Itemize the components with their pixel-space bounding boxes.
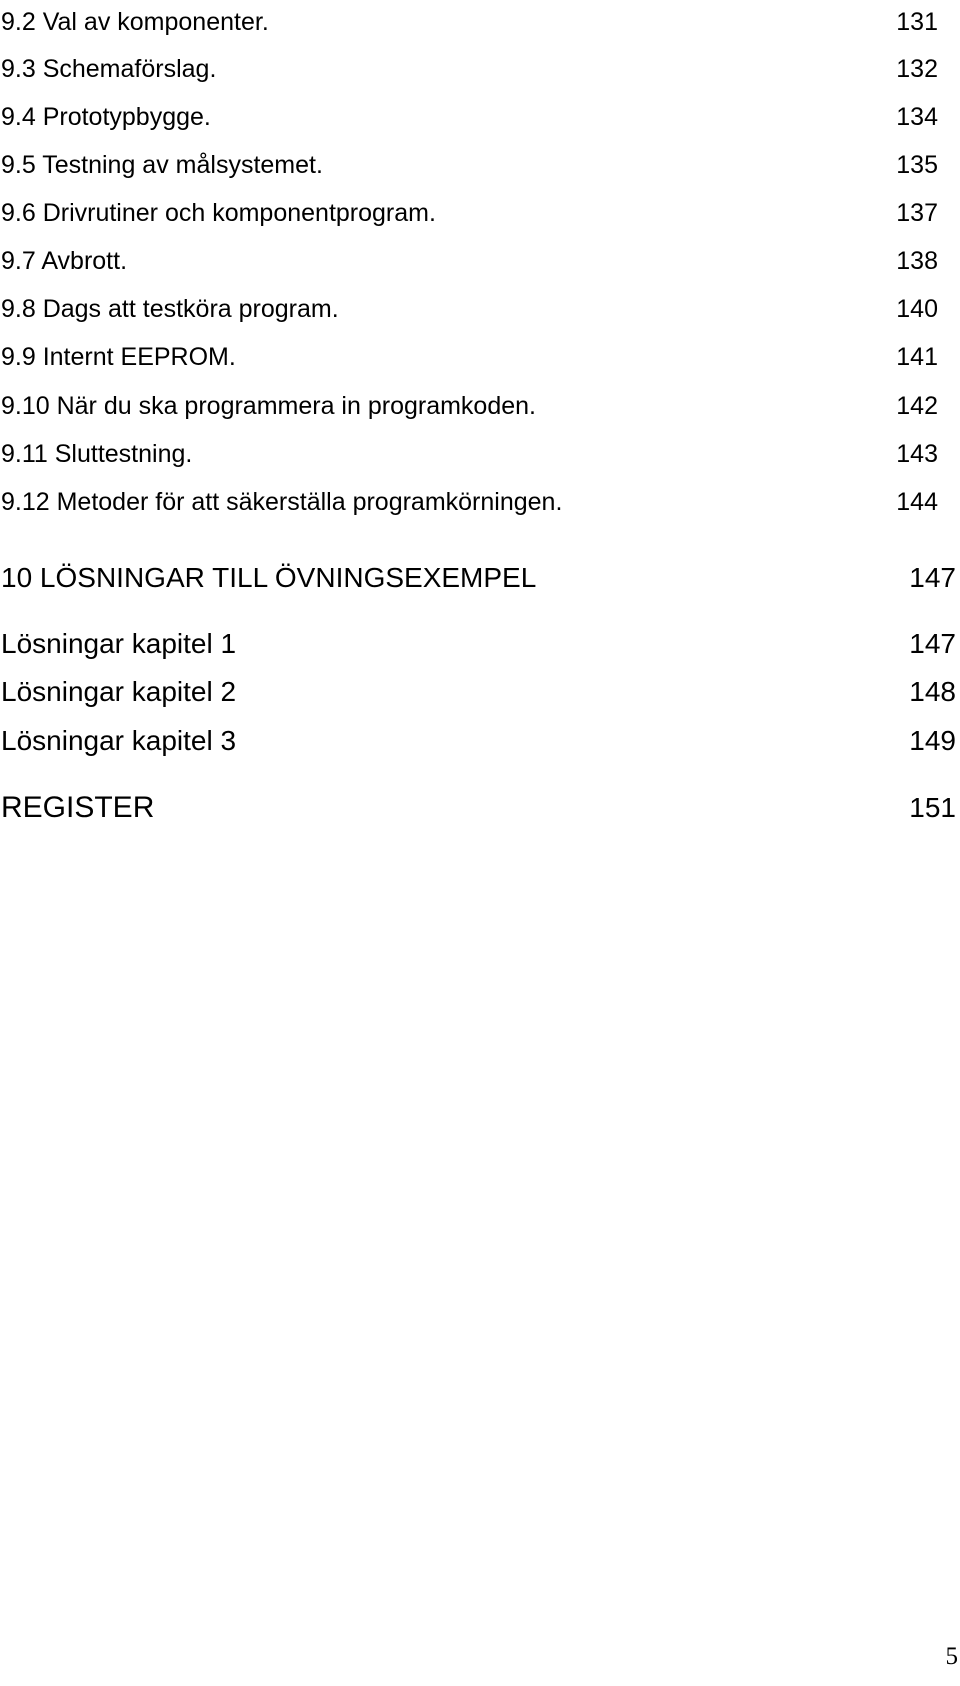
toc-entry-title: Lösningar kapitel 2: [1, 676, 237, 707]
toc-entry-page: 138: [896, 247, 938, 275]
toc-entry-page: 142: [896, 392, 938, 420]
toc-entry-page: 132: [896, 55, 938, 83]
page-number: 5: [945, 1643, 958, 1670]
toc-entry-page: 141: [896, 343, 938, 371]
toc-register-entry: [0, 790, 960, 830]
toc-register-page: 151: [909, 792, 956, 823]
toc-entry: [0, 486, 960, 526]
toc-entry-page: 148: [909, 676, 956, 707]
toc-entry: [0, 390, 960, 430]
toc-entry-title: 9.5 Testning av målsystemet.: [1, 151, 323, 179]
toc-entry-page: 131: [896, 8, 938, 36]
toc-entry-title: 9.7 Avbrott.: [1, 247, 128, 275]
toc-entry-title: 9.10 När du ska programmera in programkoden.: [1, 392, 536, 420]
toc-entry: [0, 6, 960, 46]
toc-entry: [0, 293, 960, 333]
toc-entry: [0, 53, 960, 93]
toc-entry-title: 9.12 Metoder för att säkerställa programkörningen.: [1, 488, 563, 516]
toc-entry: [0, 245, 960, 285]
toc-entry-page: 137: [896, 199, 938, 227]
toc-entry: [0, 341, 960, 381]
toc-entry-title: Lösningar kapitel 1: [1, 628, 237, 659]
toc-chapter-title: 10 LÖSNINGAR TILL ÖVNINGSEXEMPEL: [1, 562, 537, 593]
toc-entry: [0, 675, 960, 715]
toc-entry-title: 9.9 Internt EEPROM.: [1, 343, 236, 371]
toc-entry: [0, 438, 960, 478]
toc-entry: [0, 724, 960, 764]
toc-entry: [0, 627, 960, 667]
toc-entry-title: 9.8 Dags att testköra program.: [1, 295, 339, 323]
toc-entry-title: 9.2 Val av komponenter.: [1, 8, 269, 36]
toc-entry-page: 149: [909, 725, 956, 756]
toc-entry: [0, 101, 960, 141]
toc-entry: [0, 149, 960, 189]
toc-register-title: REGISTER: [1, 791, 155, 824]
toc-entry-page: 140: [896, 295, 938, 323]
toc-entry-page: 143: [896, 440, 938, 468]
toc-chapter-page: 147: [909, 562, 956, 593]
toc-entry-page: 144: [896, 488, 938, 516]
toc-entry-title: 9.3 Schemaförslag.: [1, 55, 217, 83]
toc-entry-page: 134: [896, 103, 938, 131]
toc-entry-page: 135: [896, 151, 938, 179]
toc-entry-title: Lösningar kapitel 3: [1, 725, 237, 756]
toc-chapter-entry: [0, 561, 960, 601]
toc-entry-page: 147: [909, 628, 956, 659]
toc-entry: [0, 197, 960, 237]
toc-entry-title: 9.11 Sluttestning.: [1, 440, 193, 468]
toc-entry-title: 9.6 Drivrutiner och komponentprogram.: [1, 199, 436, 227]
toc-entry-title: 9.4 Prototypbygge.: [1, 103, 211, 131]
